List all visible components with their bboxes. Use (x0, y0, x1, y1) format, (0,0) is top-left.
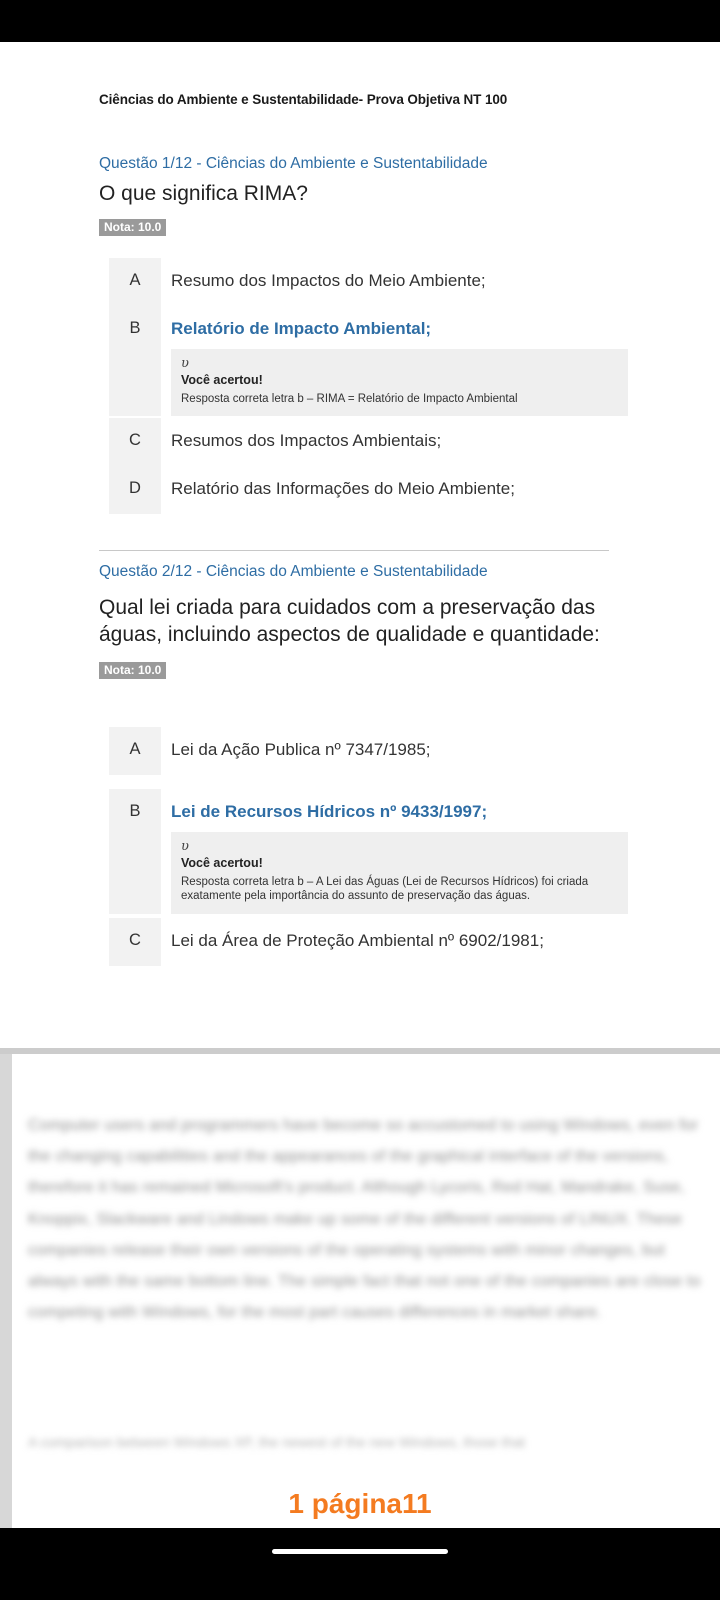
check-serif-icon: υ (181, 356, 189, 372)
page-indicator: 1 página11 (288, 1488, 432, 1519)
alternative-feedback (171, 832, 628, 914)
alternative-row[interactable] (99, 258, 700, 306)
section-divider (99, 550, 609, 551)
question-2-grade-badge: Nota: 10.0 (99, 662, 166, 679)
feedback-text: Resposta correta letra b – A Lei das Águas (Lei de Recursos Hídricos) foi criada exatamente pela importância do assunto de preservação das águas. (181, 875, 589, 903)
alternative-letter: C (109, 918, 161, 966)
alternative-text-selected: Relatório de Impacto Ambiental; (171, 319, 432, 339)
question-2-text: Qual lei criada para cuidados com a preservação das águas, incluindo aspectos de qualidade e quantidade: (99, 596, 600, 646)
page-side-shadow (0, 1054, 12, 1528)
alternative-letter: A (109, 258, 161, 306)
alternative-row[interactable] (99, 306, 700, 416)
feedback-title: Você acertou! (181, 855, 263, 870)
alternative-text: Lei da Área de Proteção Ambiental nº 6902/1981; (171, 930, 544, 950)
feedback-text: Resposta correta letra b – RIMA = Relatório de Impacto Ambiental (181, 392, 518, 405)
alternative-feedback (171, 349, 628, 416)
alternative-text: Resumo dos Impactos do Meio Ambiente; (171, 271, 486, 291)
alternative-letter: A (109, 727, 161, 775)
question-2-alternatives (0, 727, 720, 966)
blurred-paragraph: Computer users and programmers have become so accustomed to using Windows, even for the changing capabilities and the appearances of the graphical interface of the versions, therefore it has remained Microsoft's product. Although Lycoris, Red Hat, Mandrake, Suse, Knoppix, Slackware and Lindows make up some of the different versions of LINUX. These companies release their own versions of the operating systems with minor changes, but always with the same bottom line. The simple fact that not one of the companies are close to competing with Windows, for the most part causes differences in market share. (28, 1117, 701, 1322)
alternative-letter: B (109, 789, 161, 914)
alternative-row[interactable] (99, 418, 700, 466)
alternative-row[interactable] (99, 466, 700, 514)
alternative-row[interactable] (99, 918, 700, 966)
question-1-header: Questão 1/12 - Ciências do Ambiente e Sustentabilidade (99, 155, 488, 172)
home-indicator[interactable] (272, 1549, 448, 1554)
feedback-title: Você acertou! (181, 372, 263, 387)
alternative-text: Resumos dos Impactos Ambientais; (171, 431, 442, 451)
question-2-header: Questão 2/12 - Ciências do Ambiente e Sustentabilidade (99, 563, 488, 580)
question-1-text: O que significa RIMA? (99, 182, 308, 205)
alternative-letter: D (109, 466, 161, 514)
question-1-grade-badge: Nota: 10.0 (99, 219, 166, 236)
check-serif-icon: υ (181, 839, 189, 855)
alternative-text-selected: Lei de Recursos Hídricos nº 9433/1997; (171, 802, 488, 822)
alternative-letter: B (109, 306, 161, 416)
blurred-paragraph-2: A comparison between Windows XP, the newest of the new Windows, those that (28, 1434, 526, 1450)
document-title: Ciências do Ambiente e Sustentabilidade- Prova Objetiva NT 100 (99, 92, 508, 107)
alternative-row[interactable] (99, 727, 700, 775)
alternative-row[interactable] (99, 789, 700, 914)
alternative-letter: C (109, 418, 161, 466)
question-1-alternatives (0, 258, 720, 514)
page-separator-bar (0, 1048, 720, 1054)
alternative-text: Relatório das Informações do Meio Ambiente; (171, 479, 515, 499)
question-block-1 (0, 155, 720, 514)
question-block-2 (0, 563, 720, 966)
alternative-text: Lei da Ação Publica nº 7347/1985; (171, 740, 431, 760)
